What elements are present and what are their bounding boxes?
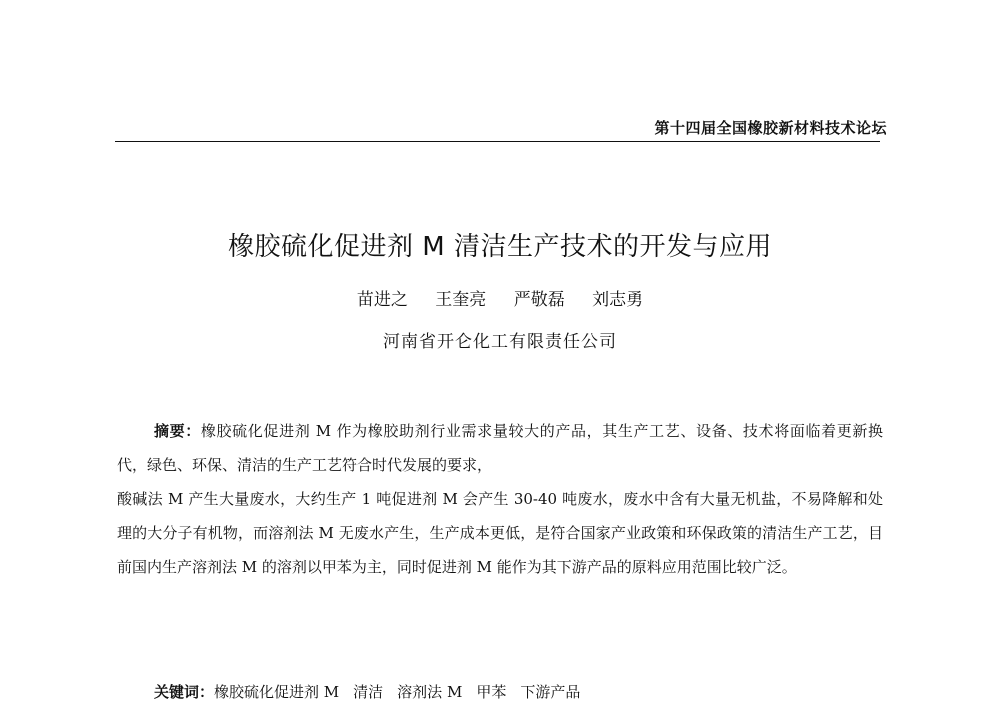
keyword: 下游产品 — [520, 683, 581, 701]
running-header: 第十四届全国橡胶新材料技术论坛 — [654, 119, 887, 137]
author: 刘志勇 — [592, 290, 644, 310]
keyword: 清洁 — [353, 683, 384, 701]
author-list — [0, 285, 1000, 310]
author: 王奎亮 — [435, 290, 487, 310]
abstract-paragraph: 酸碱法 M 产生大量废水，大约生产 1 吨促进剂 M 会产生 30-40 吨废水，废水中含有大量无机盐，不易降解和处理的大分子有机物，而溶剂法 M 无废水产生，生产成本更低，是符合国家产业政策和环保政策的清洁生产工艺，目前国内生产溶剂法 M 的溶剂以甲苯为主，同时促进剂 M 能作为其下游产品的原料应用范围比较广泛。 — [117, 490, 883, 576]
keywords-label: 关键词： — [154, 683, 215, 701]
abstract — [117, 414, 883, 584]
affiliation: 河南省开仑化工有限责任公司 — [383, 332, 617, 352]
keyword: 溶剂法 M — [397, 683, 463, 701]
abstract-paragraph — [117, 414, 883, 482]
keyword: 甲苯 — [476, 683, 507, 701]
author: 苗进之 — [356, 290, 408, 310]
abstract-text: 橡胶硫化促进剂 M 作为橡胶助剂行业需求量较大的产品，其生产工艺、设备、技术将面临着更新换代，绿色、环保、清洁的生产工艺符合时代发展的要求， — [117, 422, 883, 474]
paper-title: 橡胶硫化促进剂 M 清洁生产技术的开发与应用 — [228, 232, 772, 262]
abstract-label: 摘要： — [154, 422, 201, 440]
header-rule — [115, 141, 880, 142]
keywords — [154, 681, 594, 702]
keyword: 橡胶硫化促进剂 M — [214, 683, 340, 701]
author: 严敬磊 — [513, 290, 565, 310]
